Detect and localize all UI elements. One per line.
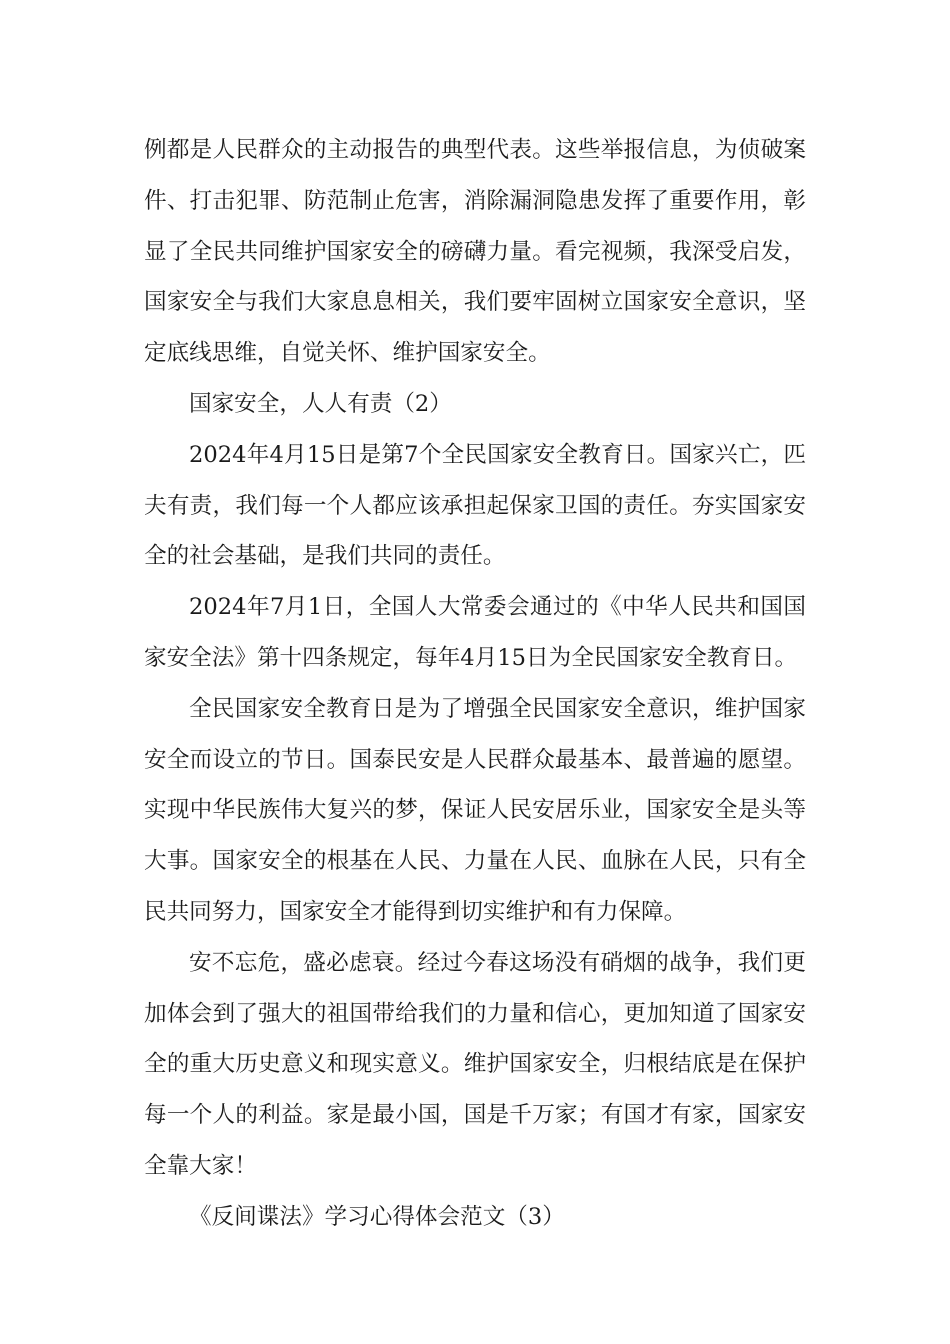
section-heading-2: 国家安全，人人有责（2）	[189, 390, 452, 417]
section-heading-3: 《反间谍法》学习心得体会范文（3）	[189, 1203, 565, 1230]
paragraph: 2024年4月15日是第7个全民国家安全教育日。国家兴亡，匹夫有责，我们每一个人都应该承担起保家卫国的责任。夯实国家安全的社会基础，是我们共同的责任。	[144, 441, 806, 570]
paragraph: 2024年7月1日，全国人大常委会通过的《中华人民共和国国家安全法》第十四条规定，每年4月15日为全民国家安全教育日。	[144, 594, 806, 671]
paragraph: 安不忘危，盛必虑衰。经过今春这场没有硝烟的战争，我们更加体会到了强大的祖国带给我们的力量和信心，更加知道了国家安全的重大历史意义和现实意义。维护国家安全，归根结底是在保护每一个人的利益。家是最小国，国是千万家；有国才有家，国家安全靠大家！	[144, 949, 806, 1179]
paragraph-continued: 例都是人民群众的主动报告的典型代表。这些举报信息，为侦破案件、打击犯罪、防范制止危害，消除漏洞隐患发挥了重要作用，彰显了全民共同维护国家安全的磅礴力量。看完视频，我深受启发，国家安全与我们大家息息相关，我们要牢固树立国家安全意识，坚定底线思维，自觉关怀、维护国家安全。	[144, 137, 806, 367]
document-body	[144, 125, 806, 1243]
paragraph: 全民国家安全教育日是为了增强全民国家安全意识，维护国家安全而设立的节日。国泰民安是人民群众最基本、最普遍的愿望。实现中华民族伟大复兴的梦，保证人民安居乐业，国家安全是头等大事。国家安全的根基在人民、力量在人民、血脉在人民，只有全民共同努力，国家安全才能得到切实维护和有力保障。	[144, 695, 806, 925]
